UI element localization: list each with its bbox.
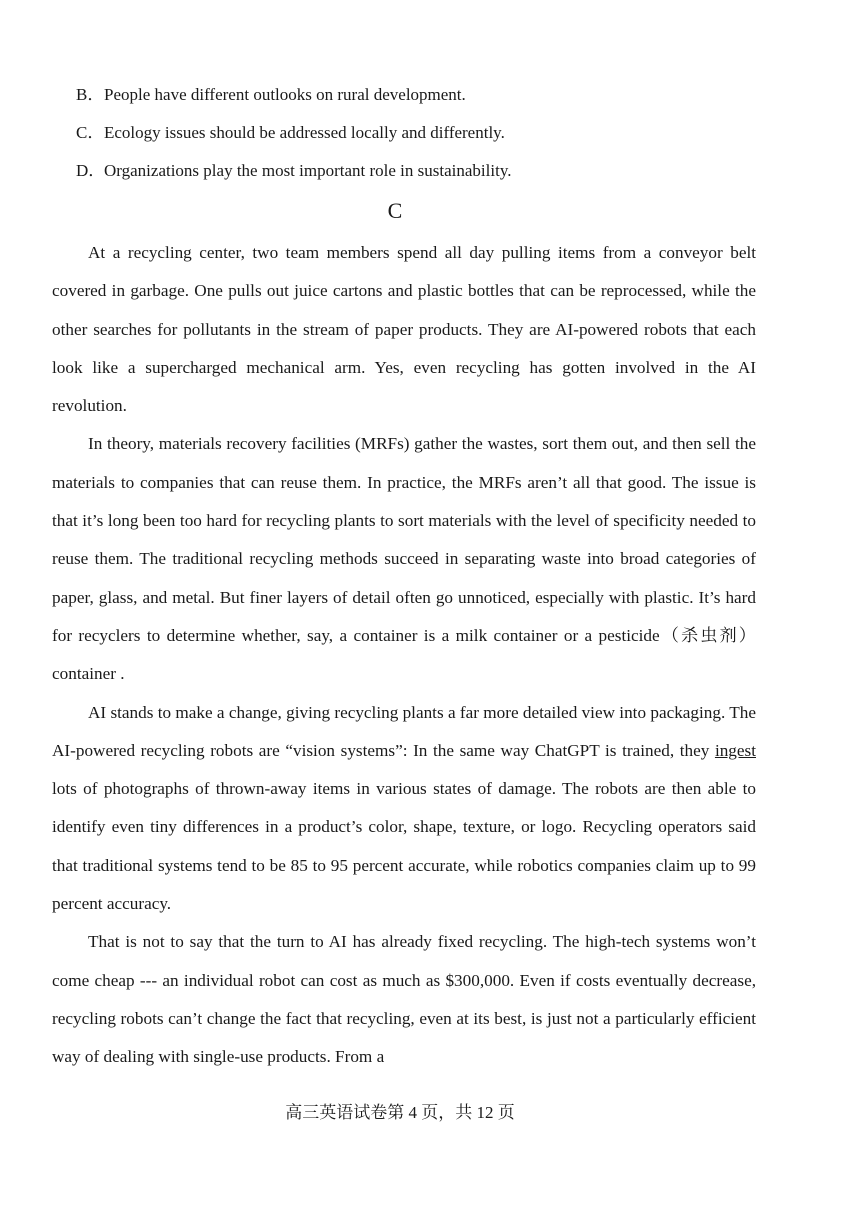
option-text: Ecology issues should be addressed locally and differently. [104,123,505,142]
paragraph-2: In theory, materials recovery facilities (MRFs) gather the wastes, sort them out, and then sell the materials to companies that can reuse them. In practice, the MRFs aren’t all that good. The issue is that it’s long been too hard for recycling plants to sort materials with the level of specificity needed to reuse them. The traditional recycling methods succeed in separating waste into broad categories of paper, glass, and metal. But finer layers of detail often go unnoticed, especially with plastic. It’s hard for recyclers to determine whether, say, a container is a milk container or a pesticide（杀虫剂）container . [52,434,756,684]
answer-options [76,76,796,190]
reading-passage [52,234,756,1077]
option-letter: C． [76,123,105,142]
underlined-word: ingest [714,740,756,760]
paragraph-1: At a recycling center, two team members spend all day pulling items from a conveyor belt covered in garbage. One pulls out juice cartons and plastic bottles that can be reprocessed, while the other searches for pollutants in the stream of paper products. They are AI-powered robots that each look like a supercharged mechanical arm. Yes, even recycling has gotten involved in the AI revolution. [52,243,756,416]
paragraph-3-part-2: lots of photographs of thrown-away items in various states of damage. The robots are then able to identify even tiny differences in a product’s color, shape, texture, or logo. Recycling operators said that traditional systems tend to be 85 to 95 percent accurate, while robotics companies claim up to 99 percent accuracy. [52,779,756,914]
option-text: Organizations play the most important role in sustainability. [104,161,512,180]
section-heading: C [387,198,403,223]
option-text: People have different outlooks on rural development. [104,85,466,104]
option-d [76,152,796,190]
option-letter: B． [76,85,105,104]
paragraph-4: That is not to say that the turn to AI has already fixed recycling. The high-tech systems won’t come cheap --- an individual robot can cost as much as $300,000. Even if costs eventually decrease, recycling robots can’t change the fact that recycling, even at its best, is just not a particularly efficient way of dealing with single-use products. From a [52,932,756,1067]
page-footer: 高三英语试卷第 4 页，共 12 页 [285,1103,515,1122]
option-c [76,114,796,152]
paragraph-3 [52,694,756,924]
option-letter: D． [76,161,106,180]
option-b [76,76,796,114]
paragraph-3-part-1: AI stands to make a change, giving recycling plants a far more detailed view into packaging. The AI-powered recycling robots are “vision systems”: In the same way ChatGPT is trained, they [52,702,756,760]
